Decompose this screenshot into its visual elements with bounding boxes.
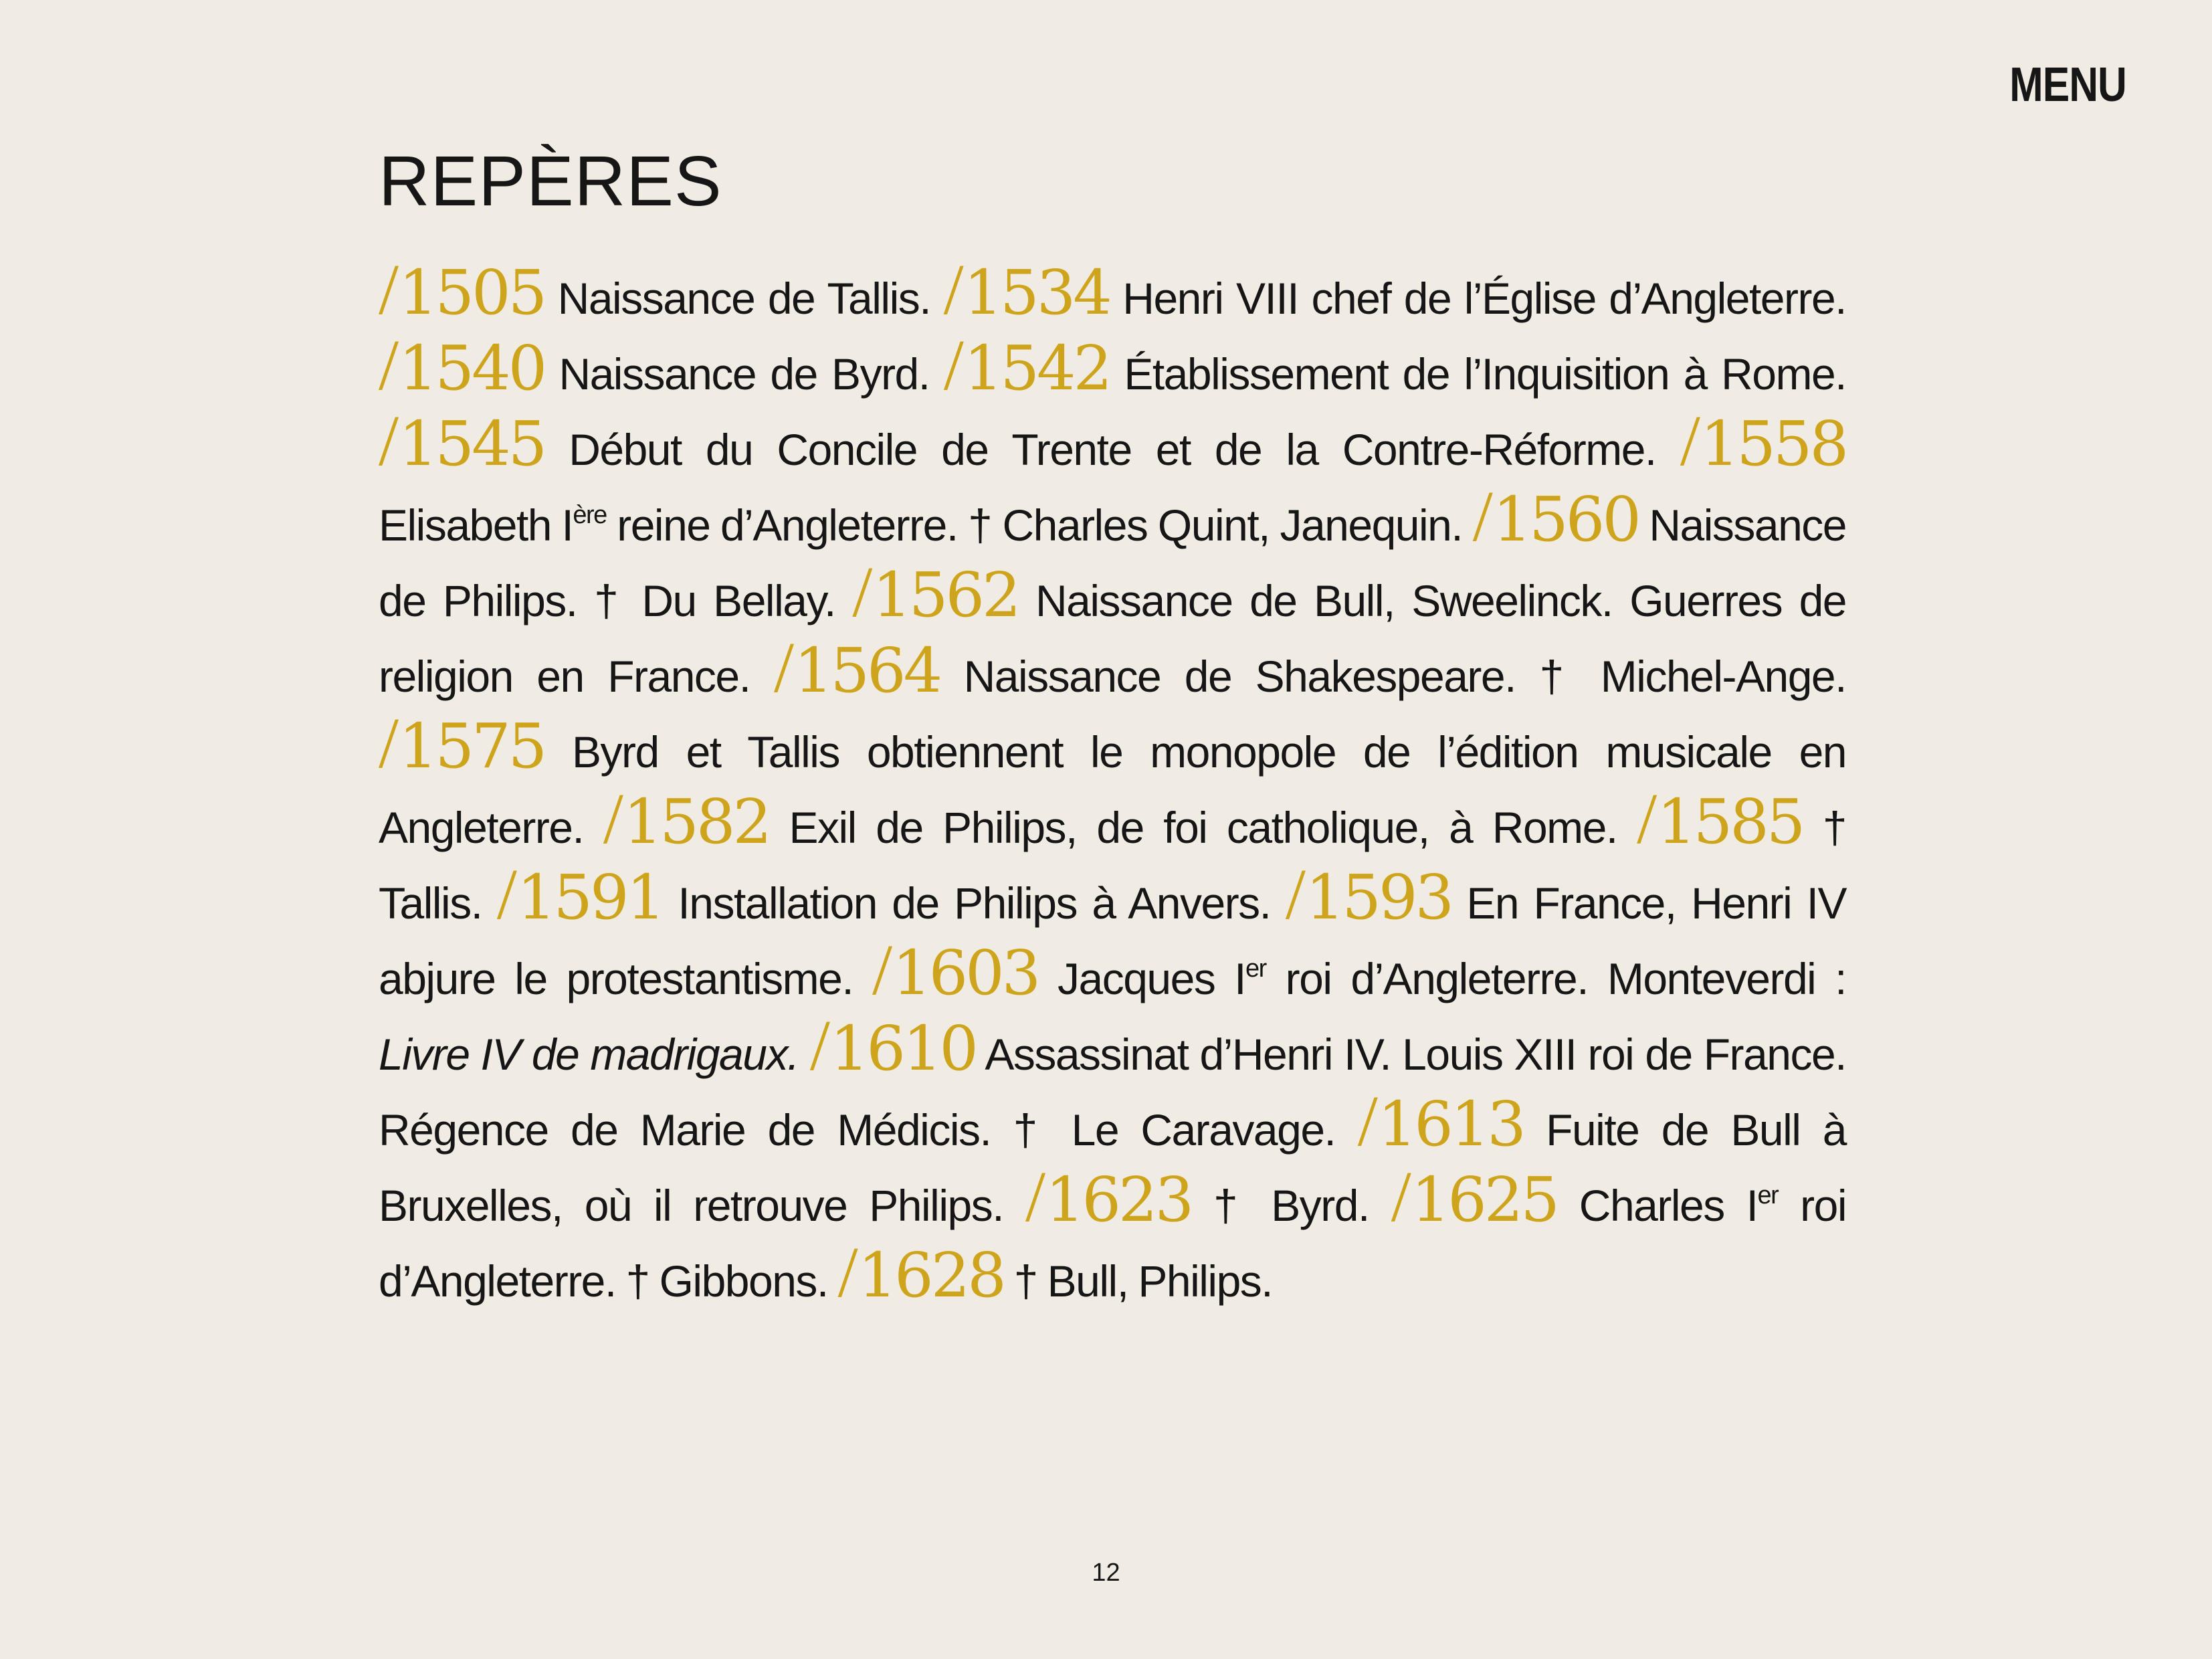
year-marker: /1534 [943, 250, 1110, 330]
event-text: Naissance de Shakespeare. † Michel-Ange. [963, 652, 1846, 701]
year-marker: /1540 [379, 326, 545, 405]
year-marker: /1593 [1285, 855, 1452, 935]
page-title: REPÈRES [379, 142, 722, 221]
year-marker: /1505 [379, 250, 545, 330]
year-marker: /1591 [496, 855, 664, 935]
year-marker: /1628 [837, 1233, 1004, 1312]
event-text: † Tallis. [379, 803, 1846, 928]
year-marker: /1613 [1357, 1082, 1524, 1161]
event-text: Début du Concile de Trente et de la Contre-Réforme. [569, 425, 1656, 474]
event-text: Byrd et Tallis obtiennent le monopole de l’édition musicale en Angleterre. [379, 727, 1846, 852]
year-marker: /1545 [379, 401, 545, 481]
year-marker: /1585 [1637, 779, 1803, 859]
year-marker: /1558 [1680, 401, 1846, 481]
event-text: Naissance de Bull, Sweelinck. Guerres de religion en France. [379, 576, 1847, 701]
year-marker: /1575 [379, 704, 545, 783]
year-marker: /1623 [1025, 1157, 1192, 1237]
page-number: 12 [1092, 1559, 1120, 1587]
year-marker: /1582 [603, 779, 769, 859]
year-marker: /1562 [852, 553, 1019, 632]
event-text: Exil de Philips, de foi catholique, à Rome. [789, 803, 1617, 852]
year-marker: /1625 [1391, 1157, 1557, 1237]
event-text: Installation de Philips à Anvers. [678, 878, 1271, 928]
event-text: Charles Ier roi d’Angleterre. † Gibbons. [379, 1181, 1847, 1306]
event-text: Établissement de l’Inquisition à Rome. [1124, 349, 1846, 399]
year-marker: /1603 [872, 931, 1039, 1010]
event-text: † Byrd. [1213, 1181, 1369, 1230]
timeline-text [379, 250, 1847, 1319]
event-text: Fuite de Bull à Bruxelles, où il retrouve Philips. [379, 1105, 1846, 1230]
event-text: Naissance de Philips. † Du Bellay. [379, 500, 1846, 625]
event-text: Naissance de Byrd. [559, 349, 930, 399]
event-text: En France, Henri IV abjure le protestantisme. [379, 878, 1846, 1003]
event-text: Elisabeth Ière reine d’Angleterre. † Charles Quint, Janequin. [379, 500, 1463, 550]
year-marker: /1610 [809, 1006, 976, 1086]
event-text: Jacques Ier roi d’Angleterre. Monteverdi : Livre IV de madrigaux. [379, 954, 1847, 1079]
year-marker: /1564 [773, 628, 940, 708]
event-text: † Bull, Philips. [1013, 1256, 1273, 1306]
year-marker: /1560 [1472, 477, 1639, 557]
menu-button[interactable]: MENU [2009, 58, 2126, 112]
event-text: Henri VIII chef de l’Église d’Angleterre. [1122, 274, 1847, 323]
year-marker: /1542 [943, 326, 1110, 405]
event-text: Assassinat d’Henri IV. Louis XIII roi de France. Régence de Marie de Médicis. † Le Caravage. [379, 1030, 1846, 1155]
event-text: Naissance de Tallis. [557, 274, 931, 323]
